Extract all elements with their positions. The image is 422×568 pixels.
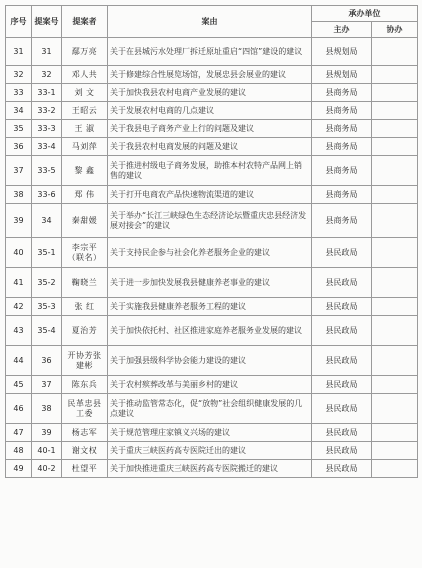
cell-assist-unit — [372, 268, 418, 298]
cell-proposal-no: 33-1 — [32, 84, 62, 102]
table-row — [6, 120, 418, 138]
cell-subject: 关于支持民企参与社会化养老服务企业的建议 — [108, 238, 312, 268]
cell-proposal-no: 33-3 — [32, 120, 62, 138]
cell-seq: 31 — [6, 38, 32, 66]
cell-subject: 关于在县城污水处理厂拆迁原址重启“四馆”建设的建议 — [108, 38, 312, 66]
cell-main-unit: 县民政局 — [312, 238, 372, 268]
cell-main-unit: 县商务局 — [312, 204, 372, 238]
table-row — [6, 424, 418, 442]
cell-assist-unit — [372, 38, 418, 66]
cell-subject: 关于我县电子商务产业上行的问题及建议 — [108, 120, 312, 138]
cell-proposer: 郑 伟 — [62, 186, 108, 204]
cell-main-unit: 县规划局 — [312, 66, 372, 84]
cell-seq: 41 — [6, 268, 32, 298]
cell-proposal-no: 33-6 — [32, 186, 62, 204]
table-row — [6, 38, 418, 66]
cell-proposer: 秦甜媛 — [62, 204, 108, 238]
cell-proposal-no: 32 — [32, 66, 62, 84]
cell-proposal-no: 40-2 — [32, 460, 62, 478]
cell-subject: 关于推动监管常态化，促“放物”社会组织健康发展的几点建议 — [108, 394, 312, 424]
cell-main-unit: 县商务局 — [312, 84, 372, 102]
cell-assist-unit — [372, 204, 418, 238]
cell-main-unit: 县商务局 — [312, 156, 372, 186]
cell-main-unit: 县民政局 — [312, 298, 372, 316]
cell-main-unit: 县规划局 — [312, 38, 372, 66]
cell-seq: 48 — [6, 442, 32, 460]
cell-proposal-no: 35-4 — [32, 316, 62, 346]
cell-assist-unit — [372, 424, 418, 442]
cell-proposal-no: 38 — [32, 394, 62, 424]
cell-assist-unit — [372, 376, 418, 394]
cell-main-unit: 县民政局 — [312, 376, 372, 394]
cell-assist-unit — [372, 442, 418, 460]
cell-main-unit: 县民政局 — [312, 424, 372, 442]
cell-seq: 45 — [6, 376, 32, 394]
cell-proposal-no: 34 — [32, 204, 62, 238]
cell-seq: 33 — [6, 84, 32, 102]
cell-proposer: 黎 鑫 — [62, 156, 108, 186]
table-row — [6, 84, 418, 102]
table-body — [6, 38, 418, 478]
header-assist: 协办 — [372, 22, 418, 38]
cell-proposer: 王昭云 — [62, 102, 108, 120]
header-row-1 — [6, 6, 418, 22]
cell-proposal-no: 35-3 — [32, 298, 62, 316]
cell-subject: 关于打开电商农产品快速物流渠道的建议 — [108, 186, 312, 204]
cell-proposer: 马刘萍 — [62, 138, 108, 156]
cell-subject: 关于加快依托村、社区推进家庭养老服务业发展的建议 — [108, 316, 312, 346]
table-row — [6, 238, 418, 268]
cell-proposal-no: 39 — [32, 424, 62, 442]
cell-proposal-no: 33-5 — [32, 156, 62, 186]
cell-assist-unit — [372, 394, 418, 424]
table-row — [6, 346, 418, 376]
cell-seq: 32 — [6, 66, 32, 84]
cell-assist-unit — [372, 186, 418, 204]
cell-main-unit: 县商务局 — [312, 138, 372, 156]
cell-proposal-no: 33-4 — [32, 138, 62, 156]
cell-main-unit: 县商务局 — [312, 186, 372, 204]
table-row — [6, 204, 418, 238]
cell-subject: 关于重庆三峡医药高专医院迁出的建议 — [108, 442, 312, 460]
table-row — [6, 442, 418, 460]
cell-seq: 36 — [6, 138, 32, 156]
cell-seq: 35 — [6, 120, 32, 138]
cell-proposal-no: 33-2 — [32, 102, 62, 120]
cell-proposer: 鄢万亮 — [62, 38, 108, 66]
header-proposal-no: 提案号 — [32, 6, 62, 38]
cell-subject: 关于实施我县健康养老服务工程的建议 — [108, 298, 312, 316]
cell-proposal-no: 35-2 — [32, 268, 62, 298]
cell-main-unit: 县商务局 — [312, 120, 372, 138]
cell-proposer: 杨志军 — [62, 424, 108, 442]
header-proposer: 提案者 — [62, 6, 108, 38]
cell-proposer: 邓人共 — [62, 66, 108, 84]
cell-assist-unit — [372, 238, 418, 268]
cell-assist-unit — [372, 156, 418, 186]
cell-proposal-no: 40-1 — [32, 442, 62, 460]
cell-proposer: 王 淑 — [62, 120, 108, 138]
proposal-table — [5, 5, 418, 478]
cell-proposer: 张 红 — [62, 298, 108, 316]
cell-seq: 37 — [6, 156, 32, 186]
header-units: 承办单位 — [312, 6, 418, 22]
cell-main-unit: 县商务局 — [312, 102, 372, 120]
cell-subject: 关于发展农村电商的几点建议 — [108, 102, 312, 120]
cell-proposal-no: 35-1 — [32, 238, 62, 268]
cell-proposer: 刘 文 — [62, 84, 108, 102]
cell-seq: 46 — [6, 394, 32, 424]
cell-proposer: 鞠晓兰 — [62, 268, 108, 298]
cell-assist-unit — [372, 138, 418, 156]
cell-subject: 关于我县农村电商发展的问题及建议 — [108, 138, 312, 156]
header-subject: 案由 — [108, 6, 312, 38]
cell-assist-unit — [372, 102, 418, 120]
table-row — [6, 298, 418, 316]
cell-seq: 42 — [6, 298, 32, 316]
cell-proposer: 陈东兵 — [62, 376, 108, 394]
table-row — [6, 102, 418, 120]
table-row — [6, 268, 418, 298]
cell-subject: 关于推进村级电子商务发展，助推本村农特产品网上销售的建议 — [108, 156, 312, 186]
table-row — [6, 66, 418, 84]
cell-subject: 关于加快推进重庆三峡医药高专医院搬迁的建议 — [108, 460, 312, 478]
cell-subject: 关于进一步加快发展我县健康养老事业的建议 — [108, 268, 312, 298]
cell-main-unit: 县民政局 — [312, 442, 372, 460]
cell-main-unit: 县民政局 — [312, 268, 372, 298]
table-row — [6, 138, 418, 156]
cell-assist-unit — [372, 298, 418, 316]
cell-subject: 关于农村殡葬改革与美丽乡村的建议 — [108, 376, 312, 394]
cell-seq: 49 — [6, 460, 32, 478]
cell-main-unit: 县民政局 — [312, 394, 372, 424]
cell-subject: 关于修建综合性展览场馆，发展忠县会展业的建议 — [108, 66, 312, 84]
table-row — [6, 460, 418, 478]
cell-proposer: 开协芳张建彬 — [62, 346, 108, 376]
table-row — [6, 156, 418, 186]
header-main: 主办 — [312, 22, 372, 38]
cell-main-unit: 县民政局 — [312, 460, 372, 478]
cell-proposal-no: 36 — [32, 346, 62, 376]
cell-subject: 关于加强县级科学协会能力建设的建议 — [108, 346, 312, 376]
cell-proposer: 李宗平（联名） — [62, 238, 108, 268]
cell-proposer: 杜望平 — [62, 460, 108, 478]
cell-proposal-no: 37 — [32, 376, 62, 394]
cell-seq: 40 — [6, 238, 32, 268]
table-row — [6, 394, 418, 424]
cell-assist-unit — [372, 346, 418, 376]
cell-main-unit: 县民政局 — [312, 316, 372, 346]
cell-assist-unit — [372, 84, 418, 102]
cell-subject: 关于举办“长江三峡绿色生态经济论坛暨重庆忠县经济发展对接会”的建议 — [108, 204, 312, 238]
cell-proposer: 夏治芳 — [62, 316, 108, 346]
cell-proposer: 民革忠县工委 — [62, 394, 108, 424]
cell-assist-unit — [372, 120, 418, 138]
cell-subject: 关于加快我县农村电商产业发展的建议 — [108, 84, 312, 102]
cell-assist-unit — [372, 460, 418, 478]
cell-assist-unit — [372, 316, 418, 346]
cell-seq: 47 — [6, 424, 32, 442]
cell-seq: 34 — [6, 102, 32, 120]
cell-seq: 38 — [6, 186, 32, 204]
cell-proposer: 谢文权 — [62, 442, 108, 460]
cell-assist-unit — [372, 66, 418, 84]
cell-proposal-no: 31 — [32, 38, 62, 66]
header-seq: 序号 — [6, 6, 32, 38]
cell-seq: 43 — [6, 316, 32, 346]
cell-seq: 44 — [6, 346, 32, 376]
table-row — [6, 186, 418, 204]
table-row — [6, 376, 418, 394]
cell-seq: 39 — [6, 204, 32, 238]
table-row — [6, 316, 418, 346]
cell-main-unit: 县民政局 — [312, 346, 372, 376]
cell-subject: 关于规范管理庄家镇义兴场的建议 — [108, 424, 312, 442]
